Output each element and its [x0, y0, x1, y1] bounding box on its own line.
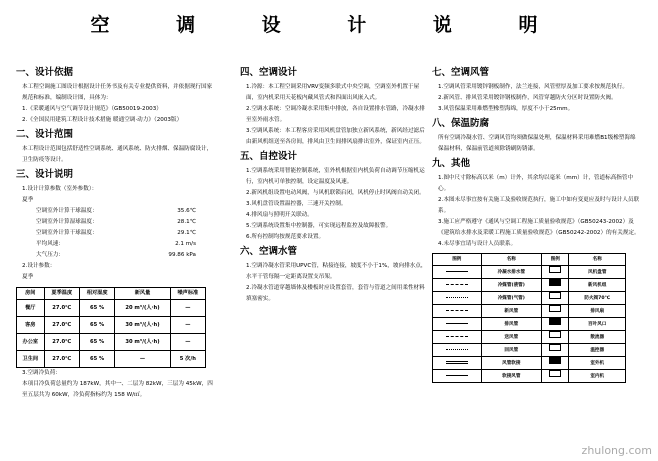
- equipment-symbol-icon: [541, 266, 568, 279]
- section-heading: 三、设计说明: [16, 169, 74, 180]
- param-key: 空调室外计算干球温度：: [36, 208, 98, 214]
- table-cell: 65 %: [79, 351, 114, 368]
- paragraph: 3.施工应严格遵守《通风与空调工程施工质量验收规范》（GB50243-2002）及《建筑给水排水及采暖工程施工质量验收规范》（GB50242-2002）的有关规定。: [438, 219, 640, 236]
- line-symbol-icon: [433, 344, 482, 357]
- table-cell: 卫生间: [17, 351, 45, 368]
- legend-name: 回风管: [481, 344, 541, 357]
- line-symbol-icon: [433, 370, 482, 383]
- paragraph: 3.空调风系统：本工程客房采用风机盘管加独立新风系统，新风经过滤后由新风机组送至各房间，排风由卫生间排风扇排出室外，保证室内正压。: [246, 128, 426, 145]
- paragraph: 本项目冷负荷总量约为 187kW，其中一、二层为 82kW，三层为 45kW，四至五层共为 60kW，冷负荷指标约为 158 W/㎡。: [22, 381, 213, 398]
- legend-name: 排风扇: [569, 305, 626, 318]
- line-symbol-icon: [446, 349, 468, 350]
- legend-name: 温控器: [569, 344, 626, 357]
- legend-name: 新风管: [481, 305, 541, 318]
- table-header-cell: 相对湿度: [79, 288, 114, 300]
- equipment-symbol-icon: [541, 370, 568, 383]
- table-cell: 30 m³/(人·h): [115, 317, 170, 334]
- table-header-cell: 房间: [17, 288, 45, 300]
- equipment-symbol-icon: [549, 331, 561, 338]
- line-symbol-icon: [446, 284, 468, 285]
- table-cell: 27.0℃: [44, 317, 79, 334]
- line-symbol-icon: [433, 266, 482, 279]
- paragraph: 2.《全国民用建筑工程设计技术措施 暖通空调·动力》（2003版）: [22, 117, 183, 123]
- param-row: [16, 206, 214, 217]
- table-cell: 27.0℃: [44, 334, 79, 351]
- section-heading: 一、设计依据: [16, 67, 74, 78]
- paragraph: 4.未尽事宜请与设计人员联系。: [438, 241, 517, 247]
- paragraph: 3.风管保温采用难燃型橡塑海绵，厚度不小于25mm。: [438, 106, 574, 112]
- table-row: [17, 334, 206, 351]
- line-symbol-icon: [446, 323, 468, 324]
- paragraph: 4.排风扇与照明开关联动。: [246, 212, 313, 218]
- table-header-cell: 夏季温度: [44, 288, 79, 300]
- legend-name: 防火阀70℃: [569, 292, 626, 305]
- param-row: [16, 228, 214, 239]
- equipment-symbol-icon: [541, 305, 568, 318]
- legend-row: [433, 279, 626, 292]
- param-value: 29.1℃: [177, 230, 196, 236]
- legend-name: 散流器: [569, 331, 626, 344]
- legend-name: 冷凝水排水管: [481, 266, 541, 279]
- line-symbol-icon: [433, 318, 482, 331]
- table-row: [17, 317, 206, 334]
- table-cell: 65 %: [79, 300, 114, 317]
- legend-name: 冷媒管(液管): [481, 279, 541, 292]
- param-value: 2.1 m/s: [175, 241, 196, 247]
- legend-header-cell: 名称: [569, 254, 626, 266]
- param-key: 大气压力：: [36, 252, 64, 258]
- table-cell: 27.0℃: [44, 351, 79, 368]
- table-cell: 27.0℃: [44, 300, 79, 317]
- param-key: 空调室外计算湿球温度：: [36, 219, 98, 225]
- legend-name: 室内机: [569, 370, 626, 383]
- param-key: 空调室外计算干球温度：: [36, 230, 98, 236]
- section-heading: 五、自控设计: [240, 151, 298, 162]
- equipment-symbol-icon: [549, 344, 561, 351]
- paragraph: 1.设计计算参数（室外参数）：: [22, 186, 98, 192]
- paragraph: 1.空调系统采用智能控制系统，室外机根据室内机负荷自动调节压缩机运行，室内机可单独控制，设定温度及风速。: [246, 168, 425, 185]
- line-symbol-icon: [433, 305, 482, 318]
- line-symbol-icon: [446, 271, 468, 272]
- section-heading: 二、设计范围: [16, 129, 74, 140]
- table-cell: 65 %: [79, 334, 114, 351]
- paragraph: 2.本图未尽事宜按有关施工及验收规范执行，施工中如有变更应及时与设计人员联系。: [438, 197, 640, 214]
- legend-header-cell: 图例: [433, 254, 482, 266]
- column-2: [240, 64, 430, 305]
- legend-name: 冷媒管(气管): [481, 292, 541, 305]
- equipment-symbol-icon: [549, 318, 561, 325]
- table-cell: 办公室: [17, 334, 45, 351]
- paragraph: 1.冷源：本工程空调采用VRV变频多联式中央空调，空调室外机置于屋面，室内机采用天花板内藏风管式和四面出风嵌入式。: [246, 84, 420, 101]
- equipment-symbol-icon: [541, 331, 568, 344]
- table-cell: 客房: [17, 317, 45, 334]
- paragraph: 2.设计参数：: [22, 263, 56, 269]
- paragraph: 6.所有控制均按规范要求设置。: [246, 234, 325, 240]
- line-symbol-icon: [433, 331, 482, 344]
- section-heading: 七、空调风管: [432, 67, 490, 78]
- legend-name: 新风机组: [569, 279, 626, 292]
- legend-row: [433, 266, 626, 279]
- equipment-symbol-icon: [541, 357, 568, 370]
- equipment-symbol-icon: [541, 344, 568, 357]
- param-value: 99.86 kPa: [168, 252, 196, 258]
- line-symbol-icon: [446, 361, 468, 364]
- legend-row: [433, 344, 626, 357]
- design-params: [16, 206, 214, 261]
- equipment-symbol-icon: [549, 357, 561, 364]
- legend-row: [433, 357, 626, 370]
- equipment-symbol-icon: [549, 279, 561, 286]
- line-symbol-icon: [446, 336, 468, 337]
- legend-row: [433, 331, 626, 344]
- legend-name: 软接风管: [481, 370, 541, 383]
- section-heading: 九、其他: [432, 158, 471, 169]
- table-cell: 餐厅: [17, 300, 45, 317]
- equipment-symbol-icon: [549, 305, 561, 312]
- legend-row: [433, 318, 626, 331]
- season-label: 夏季: [22, 274, 34, 280]
- legend-row: [433, 292, 626, 305]
- equipment-symbol-icon: [549, 266, 561, 273]
- param-row: [16, 217, 214, 228]
- paragraph: 3.空调冷负荷：: [22, 370, 61, 376]
- param-row: [16, 250, 214, 261]
- table-header-cell: 噪声标准: [170, 288, 205, 300]
- legend-name: 风机盘管: [569, 266, 626, 279]
- section-heading: 六、空调水管: [240, 246, 298, 257]
- paragraph: 1.空调风管采用镀锌钢板制作，法兰连接，风管壁厚及加工要求按规范执行。: [438, 84, 628, 90]
- paragraph: 所有空调冷凝水管、空调风管均须做保温处理，保温材料采用难燃B1级橡塑海绵保温材料，保温前管道须除锈刷防锈漆。: [438, 135, 636, 152]
- section-heading: 八、保温防腐: [432, 118, 490, 129]
- paragraph: 本工程设计范围包括舒适性空调系统、通风系统、防火排烟、保温防腐设计，卫生防疫等设计。: [22, 146, 213, 163]
- paragraph: 1.空调冷凝水管采用UPVC管，粘接连接，坡度不小于1%，坡向排水点，水平干管每隔一定距离设置支吊架。: [246, 263, 427, 280]
- season-label: 夏季: [22, 197, 34, 203]
- param-value: 28.1℃: [177, 219, 196, 225]
- param-value: 35.6℃: [177, 208, 196, 214]
- paragraph: 2.新风管、排风管采用镀锌钢板制作，风管穿越防火分区时设置防火阀。: [438, 95, 617, 101]
- param-row: [16, 239, 214, 250]
- legend-header-cell: 图例: [541, 254, 568, 266]
- table-cell: —: [170, 300, 205, 317]
- equipment-symbol-icon: [549, 370, 561, 377]
- legend-name: 百叶风口: [569, 318, 626, 331]
- page-title: 空 调 设 计 说 明: [90, 14, 568, 36]
- paragraph: 2.冷凝水管道穿越墙体及楼板时应设置套管，套管与管道之间用柔性材料填塞密实。: [246, 285, 425, 302]
- legend-table: [432, 253, 626, 383]
- legend-row: [433, 370, 626, 383]
- paragraph: 1.《采暖通风与空气调节设计规范》（GB50019-2003）: [22, 106, 162, 112]
- param-key: 平均风速：: [36, 241, 64, 247]
- table-cell: 5 次/h: [170, 351, 205, 368]
- column-1: [16, 64, 214, 401]
- line-symbol-icon: [433, 292, 482, 305]
- line-symbol-icon: [446, 310, 468, 311]
- line-symbol-icon: [433, 357, 482, 370]
- paragraph: 本工程空调施工图设计根据设计任务书及有关专业提供资料，并依据现行国家规范和标准，编制设计图，具体为：: [22, 84, 213, 101]
- line-symbol-icon: [446, 297, 468, 298]
- paragraph: 2.空调水系统：空调冷凝水采用集中排放，各自设置排水管路，冷凝水排至室外雨水管。: [246, 106, 425, 123]
- table-header-cell: 新风量: [115, 288, 170, 300]
- table-cell: —: [170, 334, 205, 351]
- legend-row: [433, 305, 626, 318]
- equipment-symbol-icon: [541, 279, 568, 292]
- paragraph: 5.空调系统设置集中控制器，可实现远程监控及故障报警。: [246, 223, 392, 229]
- equipment-symbol-icon: [541, 292, 568, 305]
- legend-header-cell: 名称: [481, 254, 541, 266]
- equipment-symbol-icon: [549, 292, 561, 299]
- paragraph: 2.新风机组设置电动风阀，与风机联锁启闭，风机停止时风阀自动关闭。: [246, 190, 425, 196]
- section-heading: 四、空调设计: [240, 67, 298, 78]
- table-row: [17, 351, 206, 368]
- table-cell: 65 %: [79, 317, 114, 334]
- line-symbol-icon: [446, 375, 468, 376]
- paragraph: 1.图中尺寸除标高以米（m）计外，其余均以毫米（mm）计，管道标高指管中心。: [438, 175, 634, 192]
- column-3: [432, 64, 640, 383]
- watermark: zhulong.com: [581, 444, 652, 457]
- room-params-table: [16, 287, 206, 368]
- legend-name: 排风管: [481, 318, 541, 331]
- legend-name: 送风管: [481, 331, 541, 344]
- table-cell: —: [170, 317, 205, 334]
- legend-name: 风管软接: [481, 357, 541, 370]
- table-cell: 30 m³/(人·h): [115, 334, 170, 351]
- table-row: [17, 300, 206, 317]
- paragraph: 3.风机盘管设置温控器，三速开关控制。: [246, 201, 347, 207]
- line-symbol-icon: [433, 279, 482, 292]
- table-cell: —: [115, 351, 170, 368]
- table-cell: 20 m³/(人·h): [115, 300, 170, 317]
- equipment-symbol-icon: [541, 318, 568, 331]
- legend-name: 室外机: [569, 357, 626, 370]
